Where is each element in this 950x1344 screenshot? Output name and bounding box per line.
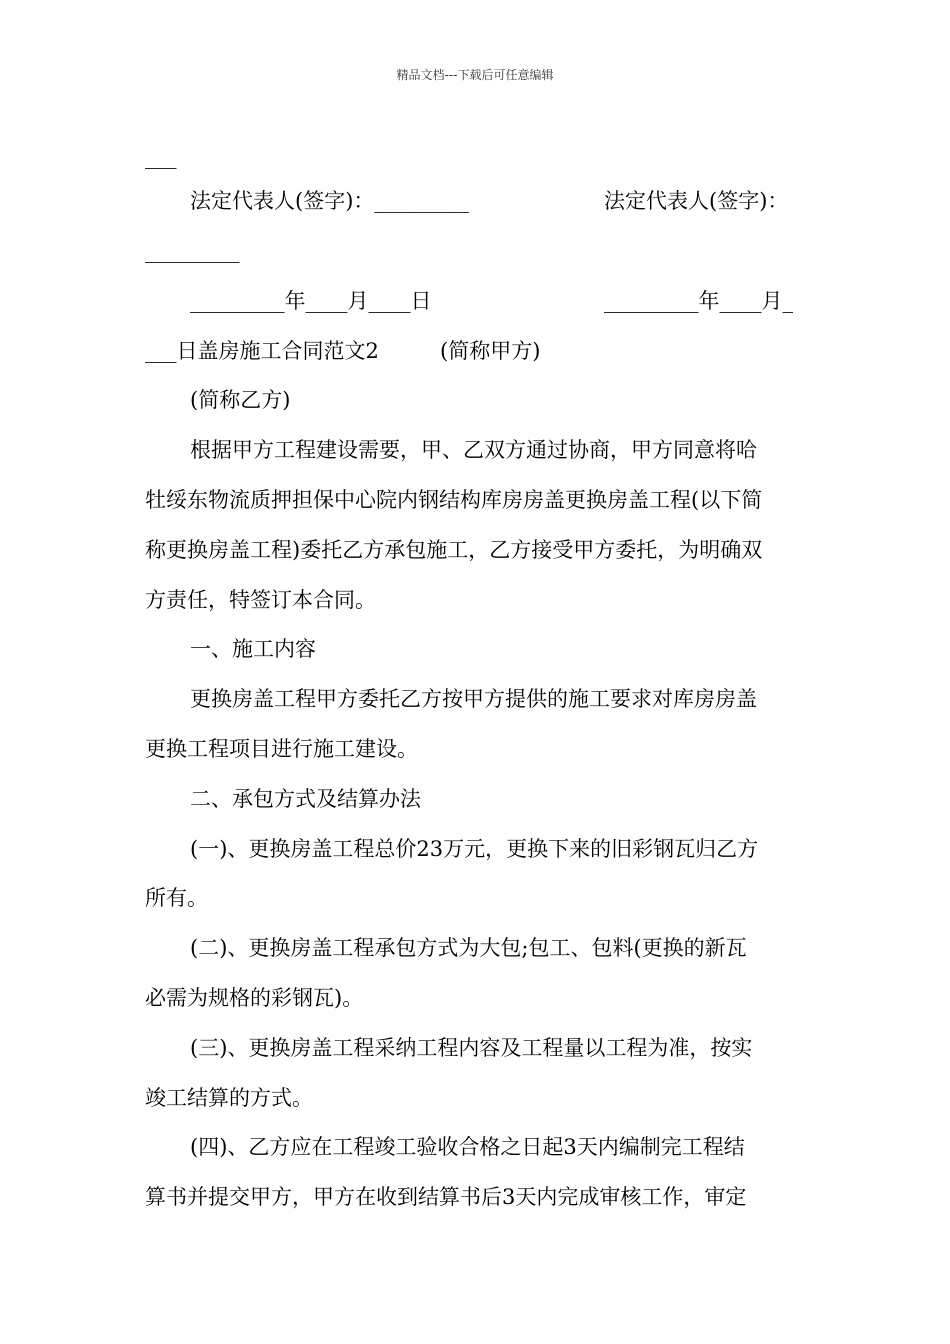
paragraph-line: 牡绥东物流质押担保中心院内钢结构库房房盖更换房盖工程(以下简 xyxy=(145,488,763,512)
party-b-label: (简称乙方) xyxy=(190,388,291,412)
date-line-party-b: _________年____月_ xyxy=(604,289,793,313)
signature-line-party-a: 法定代表人(签字)：_________ xyxy=(190,189,469,213)
paragraph-line: 更换房盖工程甲方委托乙方按甲方提供的施工要求对库房房盖 xyxy=(190,687,757,711)
paragraph-line: 称更换房盖工程)委托乙方承包施工，乙方接受甲方委托，为明确双 xyxy=(145,538,763,562)
document-title-line: ___日盖房施工合同范文2 xyxy=(145,339,379,363)
paragraph-line: 方责任，特签订本合同。 xyxy=(145,588,376,612)
paragraph-line: 必需为规格的彩钢瓦)。 xyxy=(145,986,364,1010)
paragraph-line: (一)、更换房盖工程总价23万元，更换下来的旧彩钢瓦归乙方 xyxy=(190,837,759,861)
paragraph-line: (二)、更换房盖工程承包方式为大包;包工、包料(更换的新瓦 xyxy=(190,936,747,960)
text-line: _________ xyxy=(145,239,240,263)
paragraph-line: 根据甲方工程建设需要，甲、乙双方通过协商，甲方同意将哈 xyxy=(190,438,757,462)
paragraph-line: 更换工程项目进行施工建设。 xyxy=(145,737,418,761)
section-heading: 一、施工内容 xyxy=(190,637,316,661)
paragraph-line: (四)、乙方应在工程竣工验收合格之日起3天内编制完工程结 xyxy=(190,1135,745,1159)
party-a-label: (简称甲方) xyxy=(440,339,541,363)
paragraph-line: 竣工结算的方式。 xyxy=(145,1086,313,1110)
text-line: ___ xyxy=(145,145,177,169)
section-heading: 二、承包方式及结算办法 xyxy=(190,787,421,811)
paragraph-line: 所有。 xyxy=(145,886,208,910)
date-line-party-a: _________年____月____日 xyxy=(190,289,432,313)
signature-line-party-b: 法定代表人(签字)： xyxy=(604,189,789,213)
page-header: 精品文档---下载后可任意编辑 xyxy=(396,68,554,82)
paragraph-line: 算书并提交甲方，甲方在收到结算书后3天内完成审核工作，审定 xyxy=(145,1185,747,1209)
paragraph-line: (三)、更换房盖工程采纳工程内容及工程量以工程为准，按实 xyxy=(190,1036,753,1060)
